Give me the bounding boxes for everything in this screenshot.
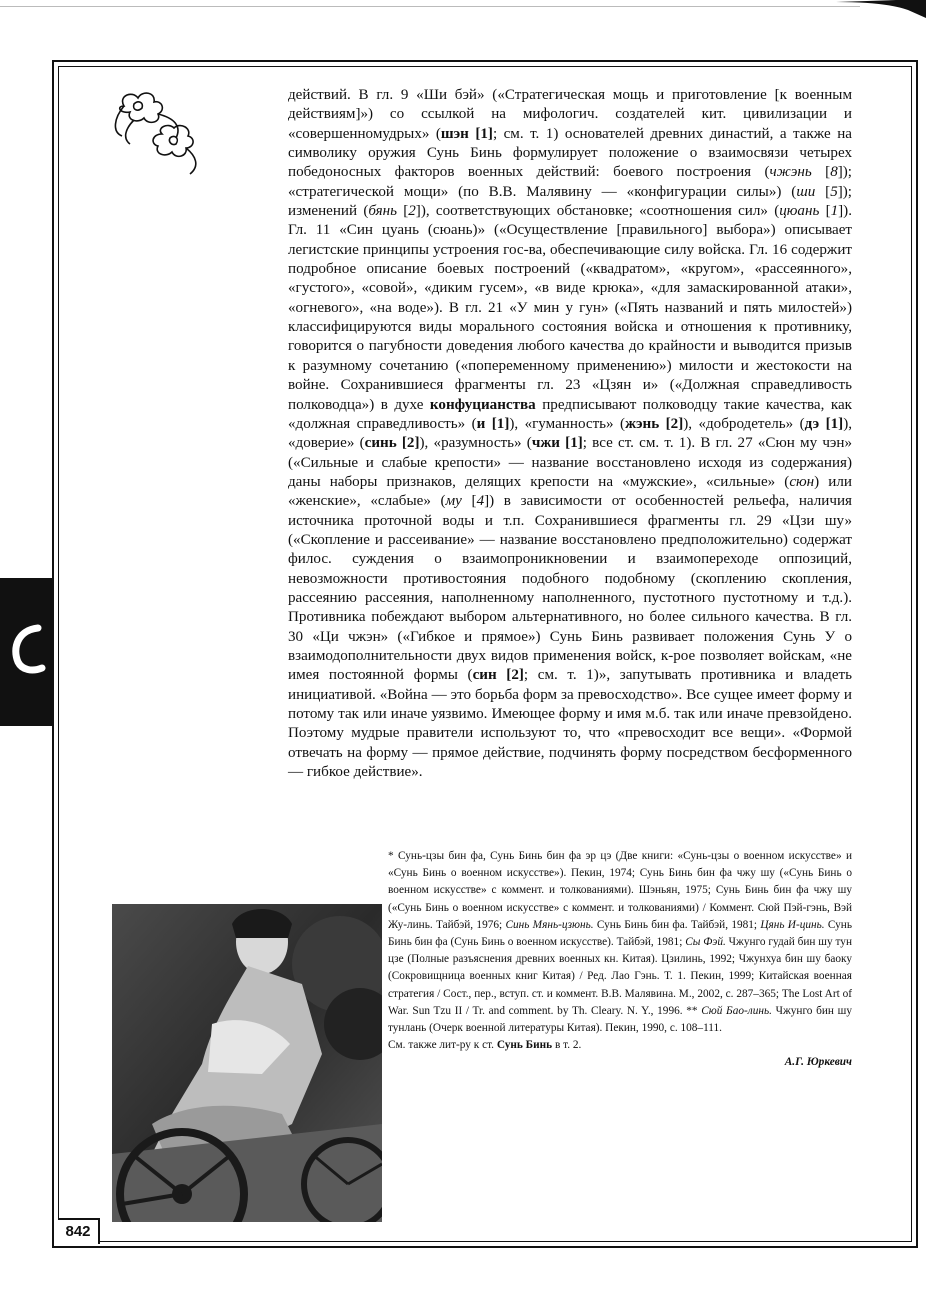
cross-ref-link: Сунь Бинь <box>496 1039 553 1052</box>
text-run: в т. 2. <box>552 1039 582 1052</box>
text-run: ) или «женские», «слабые» ( <box>288 473 852 510</box>
letter-c-glyph-icon <box>4 618 50 678</box>
see-also-line <box>388 1037 852 1054</box>
cloud-ornament-icon <box>104 84 214 184</box>
text-run: ]); изменений ( <box>288 183 852 220</box>
author-name: Сы Фэй. <box>685 936 726 949</box>
text-run: ]) в зависимости от особенностей рельефа, наличия источника проточной воды и т.п. Сохранившиеся фрагменты гл. 29 «Цзи шу» («Скопление и рассеивание» — название восстановлено предположительно) содержат филос. суждения о взаимопроникновении и взаимопереходе оппозиций, невозможности противостояния подобного подобному (скоплению скопления, рассеянию рассеяния, наполненному наполненного, пустотного пустотному и т.д.). Противника побеждают выбором альтернативного, но более сильного качества. В гл. 30 «Ци чжэн» («Гибкое и прямое») Сунь Бинь развивает положения Сунь У о взаимодополнительности двух видов применения войск, к-рое позволяет войскам, «не имея постоянной формы ( <box>288 493 852 684</box>
letter-tab <box>0 578 54 726</box>
italic-term: 1 <box>830 203 839 220</box>
text-run: [ <box>811 164 831 181</box>
text-run: ), «гуманность» ( <box>509 415 626 432</box>
text-run: ; см. т. 1)», запутывать противника и владеть инициативой. «Война — это борьба форм за превосходство». Все сущее имеет форму и потому так или иначе уязвимо. Имеющее форму и имя м.б. так или иначе превзойдено. Поэтому мудрые правители используют то, что «превосходит все вещи». «Формой отвечать на форму — прямое действие, подчинять форму посредством бесформенного — гибкое действие». <box>288 667 852 781</box>
article-paragraph <box>288 86 852 782</box>
cross-ref-link: и [1] <box>476 415 510 432</box>
text-run: [ <box>819 203 831 220</box>
italic-term: 4 <box>476 493 485 510</box>
author-name: Цянь И-цинь. <box>760 918 825 931</box>
italic-term: 5 <box>830 183 838 200</box>
italic-term: цюань <box>779 203 820 220</box>
text-run: [ <box>461 493 477 510</box>
article-body <box>288 86 852 782</box>
top-rule <box>0 6 860 7</box>
corner-swoosh-decoration <box>836 0 926 30</box>
portrait-illustration <box>112 904 382 1222</box>
text-run: ), «доверие» ( <box>288 415 852 452</box>
author-name: Сюй Бао-линь. <box>701 1004 772 1017</box>
author-name: Синь Мянь-цзюнь. <box>505 918 594 931</box>
text-run: [ <box>815 183 831 200</box>
cross-ref-link: жэнь [2] <box>625 415 684 432</box>
text-run: действий. В гл. 9 «Ши бэй» («Стратегическая мощь и приготовление [к военным действиям]») со ссылкой на мифологич. создателей кит. цивилизации и «совершенномудрых» ( <box>288 87 852 142</box>
article-author: А.Г. Юркевич <box>784 1056 852 1069</box>
cross-ref-link: чжи [1] <box>531 435 583 452</box>
italic-term: чжэнь <box>769 164 812 181</box>
bibliography-footnote <box>388 848 852 1072</box>
text-run: ]), соответствующих обстановке; «соотношения сил» ( <box>415 203 780 220</box>
text-run: предписывают полководцу такие качества, как «должная справедливость» ( <box>288 396 853 432</box>
text-run: ]). Гл. 11 «Син цуань (сюань)» («Осуществление [правильного] выбора») описывает легистские принципы устроения гос-ва, обеспечивающие силу войска. Гл. 16 содержит подробное описание боевых построений («квадратом», «кругом», «рассеянного», «густого», «совой», «диким гусем», «в виде крюка», «для замаскированной атаки», «огневого», «на воде»). В гл. 21 «У мин у гун» («Пять названий и пять милостей») классифицируются виды морального состояния войска и отношения к противнику, говорится о пагубности доведения любого качества до крайности и выводится призыв к разумному сочетанию («попеременному применению») милости и жестокости на войне. Сохранившиеся фрагменты гл. 23 «Цзян и» («Должная справедливость полководца») в духе <box>288 203 852 413</box>
cross-ref-link: дэ [1] <box>804 415 844 432</box>
italic-term: бянь <box>368 203 397 220</box>
cross-ref-link: син [2] <box>472 667 524 684</box>
italic-term: му <box>445 493 462 510</box>
italic-term: сюн <box>789 473 815 490</box>
cross-ref-link: конфуцианства <box>429 396 536 413</box>
text-run: ), «разумность» ( <box>419 435 532 452</box>
page-number: 842 <box>58 1218 100 1244</box>
cross-ref-link: шэн [1] <box>440 125 493 142</box>
italic-term: ши <box>796 183 816 200</box>
bibliography-paragraph <box>388 848 852 1037</box>
text-run: ), «добродетель» ( <box>683 415 805 432</box>
text-run: Сунь Бинь бин фа (Сунь Бинь о военном искусстве). Тайбэй, 1981; <box>388 918 852 949</box>
text-run: * Сунь-цзы бин фа, Сунь Бинь бин фа эр цэ (Две книги: «Сунь-цзы о военном искусстве» и «Сунь Бинь о военном искусстве»). Пекин, 1974; Сунь Бинь бин фа чжу шу («Сунь Бинь о военном искусстве» с коммент. и толкованиями). Шэньян, 1975; Сунь Бинь бин фа чжу шу («Сунь Бинь о военном искусстве» с коммент. и толкованиями) / Коммент. Сюй Пэй-гэнь, Вэй Жу-линь. Тайбэй, 1976; <box>388 850 852 931</box>
text-run: Чжунго гудай бин шу тун цзе (Полные разъяснения древних военных кн. Китая). Цзилинь, 1992; Чжунхуа бин шу баоку (Сокровищница военных книг Китая) / Ред. Лао Гэнь. Т. 1. Пекин, 1999; Китайская военная стратегия / Сост., пер., вступ. ст. и коммент. В.В. Малявина. М., 2002, с. 287–365; The Lost Art of War. Sun Tzu II / Tr. and comment. by Th. Cleary. N. Y., 1996. ** <box>388 936 852 1017</box>
cross-ref-link: синь [2] <box>364 435 420 452</box>
text-run: Чжунго бин шу тунлань (Очерк военной литературы Китая). Пекин, 1990, с. 108–111. <box>388 1004 852 1035</box>
text-run: ; см. т. 1) основателей древних династий, а также на символику оружия Сунь Бинь формулирует положение о взаимосвязи четырех победоносных факторов военных действий: боевого построения ( <box>288 125 852 181</box>
italic-term: 8 <box>830 164 838 181</box>
text-run: [ <box>396 203 409 220</box>
text-run: Сунь Бинь бин фа. Тайбэй, 1981; <box>593 918 761 931</box>
text-run: ]); «стратегической мощи» (по В.В. Малявину — «конфигурации силы») ( <box>288 164 852 200</box>
text-run: См. также лит-ру к ст. <box>388 1039 497 1052</box>
text-run: ; все ст. см. т. 1). В гл. 27 «Сюн му чэн» («Сильные и слабые крепости» — название восстановлено исходя из содержания) даны наборы признаков, делящих крепости на «мужские», «сильные» ( <box>288 435 853 490</box>
italic-term: 2 <box>408 203 416 220</box>
